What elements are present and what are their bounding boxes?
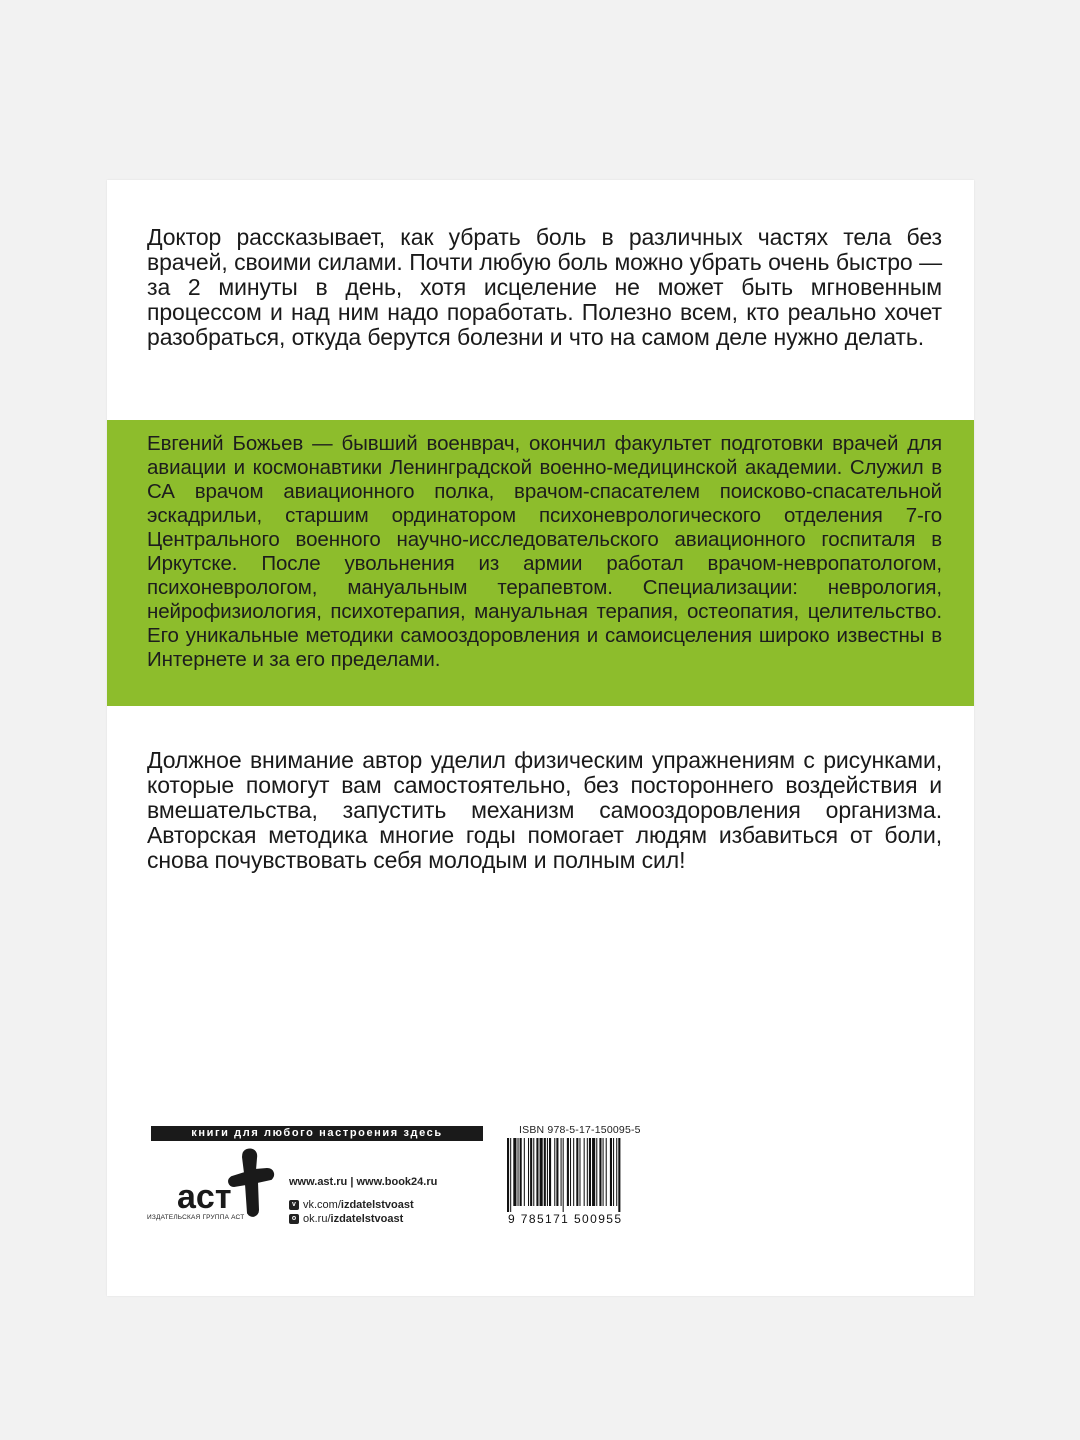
barcode-bars (503, 1138, 653, 1212)
barcode-bar (561, 1138, 562, 1206)
barcode-bar (610, 1138, 612, 1206)
barcode-bar (606, 1138, 607, 1206)
barcode-bar (540, 1138, 543, 1206)
vk-icon: v (289, 1200, 299, 1210)
barcode-bar (596, 1138, 597, 1206)
vk-link[interactable] (289, 1199, 414, 1211)
barcode-bar (616, 1138, 617, 1206)
barcode-bar (570, 1138, 571, 1206)
vk-handle: izdatelstvoast (340, 1199, 414, 1211)
author-bio-paragraph: Евгений Божьев — бывший военврач, окончил факультет подготовки врачей для авиации и космонавтики Ленинградской военно-медицинской академии. Служил в СА врачом авиационного полка, врачом-спасателем поисково-спасательной эскадрильи, старшим ординатором психоневрологического отделения 7-го Центрального военного научно-исследовательского авиационного госпиталя в Иркутске. После увольнения из армии работал врачом-невропатологом, психоневрологом, мануальным терапевтом. Специализации: неврология, нейрофизиология, психотерапия, мануальная терапия, остеопатия, целительство. Его уникальные методики самооздоровления и самоисцеления широко известны в Интернете и за его пределами. (147, 432, 942, 671)
barcode-bar (547, 1138, 548, 1206)
barcode-bar (528, 1138, 529, 1206)
barcode-bar (510, 1138, 511, 1212)
barcode-bar (573, 1138, 574, 1206)
barcode-bar (507, 1138, 509, 1212)
barcode-bar (556, 1138, 558, 1206)
ok-prefix: ok.ru/ (303, 1213, 331, 1225)
barcode-bar (544, 1138, 546, 1206)
barcode-bar (549, 1138, 551, 1206)
barcode-bar (579, 1138, 580, 1206)
barcode-bar (524, 1138, 525, 1206)
barcode-bar (563, 1138, 564, 1212)
barcode-bar (518, 1138, 519, 1206)
barcode-bar (587, 1138, 588, 1206)
barcode-bar (513, 1138, 516, 1206)
logo-figure-icon (229, 1149, 273, 1215)
logo-caption: ИЗДАТЕЛЬСКАЯ ГРУППА АСТ (147, 1214, 245, 1221)
barcode-bar (567, 1138, 569, 1206)
logo-text: аст (177, 1178, 232, 1216)
book-back-cover (107, 180, 974, 1296)
ok-handle: izdatelstvoast (330, 1213, 404, 1225)
barcode-bar (603, 1138, 604, 1206)
intro-paragraph: Доктор рассказывает, как убрать боль в различных частях тела без врачей, своими силами. Почти любую боль можно убрать очень быстро — за 2 минуты в день, хотя исцеление не может быть мгновенным процессом и над ним надо поработать. Полезно всем, кто реально хочет разобраться, откуда берутся болезни и что на самом деле нужно делать. (147, 224, 942, 350)
ok-icon: o (289, 1214, 299, 1224)
publisher-tagline: книги для любого настроения здесь (151, 1126, 483, 1141)
barcode-bar (533, 1138, 534, 1206)
barcode-bar (613, 1138, 614, 1206)
barcode-bar (520, 1138, 522, 1206)
closing-paragraph: Должное внимание автор уделил физическим упражнениям с рисунками, которые помогут вам самостоятельно, без постороннeго воздействия и вмешательства, запустить механизм самооздоровления организма. Авторская методика многие годы помогает людям избавиться от боли, снова почувствовать себя молодым и полным сил! (147, 747, 942, 873)
vk-prefix: vk.com/ (303, 1199, 341, 1211)
barcode-bar (536, 1138, 538, 1206)
author-bio-band (107, 420, 974, 706)
publisher-websites[interactable]: www.ast.ru | www.book24.ru (289, 1176, 438, 1188)
barcode-bar (554, 1138, 555, 1206)
barcode-bar (530, 1138, 532, 1206)
barcode-bar (592, 1138, 595, 1206)
isbn-label: ISBN 978-5-17-150095-5 (519, 1124, 641, 1136)
ok-link[interactable] (289, 1213, 403, 1225)
barcode-bar (618, 1138, 620, 1212)
barcode-bar (599, 1138, 601, 1206)
barcode-bar (589, 1138, 591, 1206)
barcode-digits: 9 785171 500955 (508, 1212, 623, 1226)
barcode-bar (584, 1138, 585, 1206)
barcode-bar (576, 1138, 578, 1206)
